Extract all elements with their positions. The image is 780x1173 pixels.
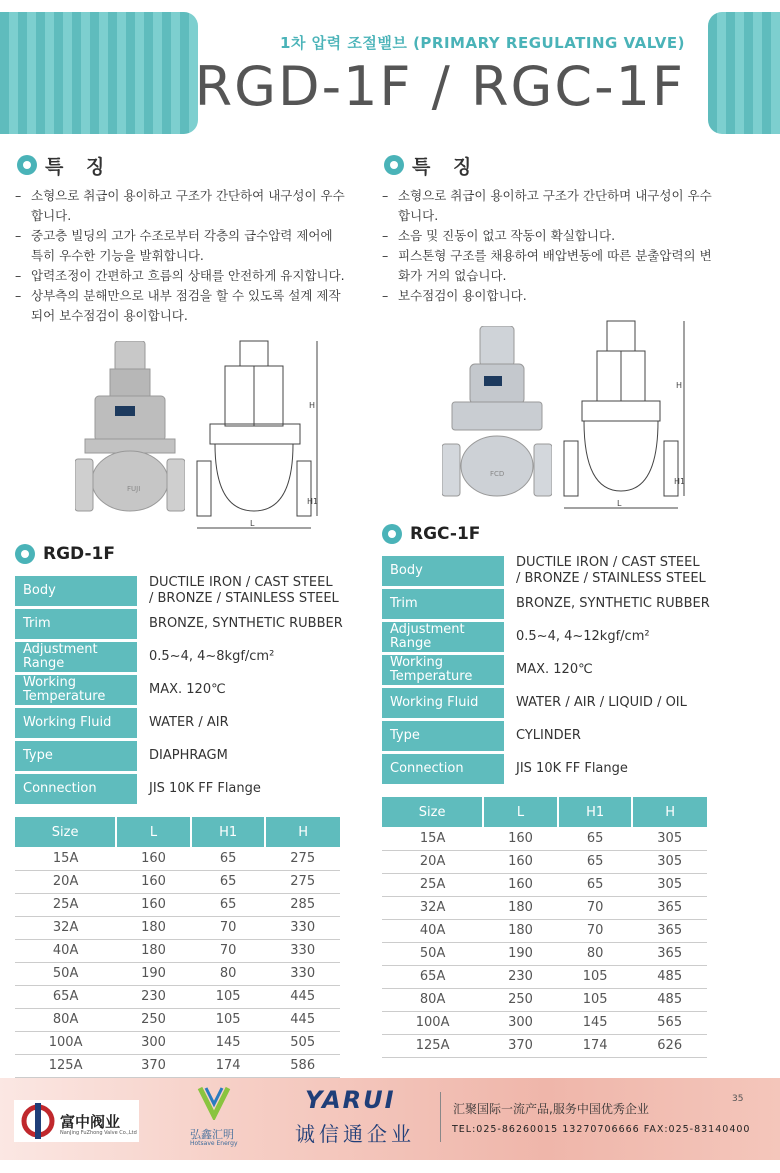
spec-row bbox=[15, 574, 345, 607]
table-cell: 70 bbox=[191, 939, 266, 962]
bullet-icon bbox=[17, 155, 37, 175]
spec-key: Connection bbox=[382, 754, 504, 784]
column-header: Size bbox=[15, 817, 116, 847]
table-row bbox=[15, 939, 340, 962]
column-header: Size bbox=[382, 797, 483, 827]
table-cell: 32A bbox=[382, 896, 483, 919]
spec-value: DUCTILE IRON / CAST STEEL / BRONZE / STAINLESS STEEL bbox=[516, 554, 706, 586]
table-cell: 330 bbox=[265, 916, 340, 939]
fuzhong-logo bbox=[14, 1100, 139, 1142]
table-cell: 15A bbox=[15, 847, 116, 870]
table-cell: 180 bbox=[483, 896, 558, 919]
header-stripe-left bbox=[0, 12, 198, 134]
table-cell: 145 bbox=[191, 1031, 266, 1054]
table-row bbox=[382, 942, 707, 965]
spec-row bbox=[15, 772, 345, 805]
spec-key: Body bbox=[15, 576, 137, 606]
table-cell: 285 bbox=[265, 893, 340, 916]
drawing-label-h1: H1 bbox=[307, 497, 319, 506]
spec-row bbox=[15, 640, 345, 673]
page-subtitle: 1차 압력 조절밸브 (PRIMARY REGULATING VALVE) bbox=[280, 34, 685, 52]
valve-photo bbox=[75, 341, 185, 521]
feature-item: – 압력조정이 간편하고 흐름의 상태를 안전하게 유지합니다. bbox=[15, 266, 345, 286]
spec-key: Working Fluid bbox=[382, 688, 504, 718]
drawing-label-l: L bbox=[617, 499, 622, 508]
model-name: RGC-1F bbox=[410, 524, 481, 544]
table-cell: 40A bbox=[382, 919, 483, 942]
table-cell: 50A bbox=[382, 942, 483, 965]
right-column bbox=[382, 150, 712, 1058]
drawing-label-h: H bbox=[309, 401, 316, 410]
table-cell: 32A bbox=[15, 916, 116, 939]
spec-row bbox=[382, 587, 712, 620]
table-header-row bbox=[15, 817, 340, 847]
table-cell: 230 bbox=[116, 985, 191, 1008]
spec-row bbox=[15, 673, 345, 706]
yarui-brand: YARUI bbox=[305, 1086, 396, 1114]
table-row bbox=[15, 1008, 340, 1031]
table-cell: 65A bbox=[382, 965, 483, 988]
spec-value: 0.5~4, 4~12kgf/cm² bbox=[516, 628, 650, 644]
table-cell: 305 bbox=[632, 850, 707, 873]
table-cell: 100A bbox=[15, 1031, 116, 1054]
model-name: RGD-1F bbox=[43, 544, 115, 564]
spec-row bbox=[382, 554, 712, 587]
features-heading bbox=[17, 150, 345, 180]
table-cell: 365 bbox=[632, 919, 707, 942]
spec-row bbox=[15, 706, 345, 739]
valve-drawing bbox=[562, 316, 692, 516]
spec-value: 0.5~4, 4~8kgf/cm² bbox=[149, 648, 275, 664]
spec-table bbox=[15, 574, 345, 805]
bullet-icon bbox=[15, 544, 35, 564]
feature-item: – 소형으로 취급이 용이하고 구조가 간단하여 내구성이 우수합니다. bbox=[15, 186, 345, 226]
table-cell: 445 bbox=[265, 985, 340, 1008]
spec-value: BRONZE, SYNTHETIC RUBBER bbox=[516, 595, 710, 611]
spec-value: CYLINDER bbox=[516, 727, 581, 743]
table-cell: 180 bbox=[116, 916, 191, 939]
drawing-label-h: H bbox=[676, 381, 683, 390]
company-name: 诚信通企业 bbox=[295, 1122, 415, 1146]
feature-item: – 상부측의 분해만으로 내부 점검을 할 수 있도록 설계 제작되어 보수점검이 용이합니다. bbox=[15, 286, 345, 326]
table-cell: 485 bbox=[632, 988, 707, 1011]
table-cell: 250 bbox=[116, 1008, 191, 1031]
table-cell: 105 bbox=[558, 988, 633, 1011]
spec-row bbox=[382, 620, 712, 653]
page-title: RGD-1F / RGC-1F bbox=[194, 55, 685, 118]
table-cell: 50A bbox=[15, 962, 116, 985]
bullet-icon bbox=[384, 155, 404, 175]
table-cell: 160 bbox=[483, 873, 558, 896]
table-cell: 305 bbox=[632, 827, 707, 850]
table-cell: 305 bbox=[632, 873, 707, 896]
fuzhong-logo-subtitle: NanJing FuZhong Valve Co.,Ltd bbox=[60, 1130, 137, 1136]
features-heading bbox=[384, 150, 712, 180]
table-cell: 160 bbox=[116, 847, 191, 870]
table-cell: 15A bbox=[382, 827, 483, 850]
table-cell: 145 bbox=[558, 1011, 633, 1034]
table-cell: 300 bbox=[116, 1031, 191, 1054]
table-cell: 80 bbox=[558, 942, 633, 965]
spec-key: Connection bbox=[15, 774, 137, 804]
spec-row bbox=[15, 607, 345, 640]
product-images bbox=[382, 336, 712, 516]
header-stripe-right bbox=[708, 12, 780, 134]
table-cell: 445 bbox=[265, 1008, 340, 1031]
table-cell: 250 bbox=[483, 988, 558, 1011]
table-cell: 330 bbox=[265, 962, 340, 985]
table-cell: 65 bbox=[191, 870, 266, 893]
drawing-label-h1: H1 bbox=[674, 477, 686, 486]
table-cell: 80A bbox=[382, 988, 483, 1011]
table-cell: 190 bbox=[116, 962, 191, 985]
table-cell: 370 bbox=[483, 1034, 558, 1057]
spec-value: BRONZE, SYNTHETIC RUBBER bbox=[149, 615, 343, 631]
table-row bbox=[382, 919, 707, 942]
table-cell: 160 bbox=[116, 893, 191, 916]
spec-row bbox=[382, 686, 712, 719]
spec-table bbox=[382, 554, 712, 785]
table-cell: 105 bbox=[191, 985, 266, 1008]
features-list bbox=[15, 186, 345, 326]
table-row bbox=[15, 962, 340, 985]
table-cell: 230 bbox=[483, 965, 558, 988]
table-row bbox=[382, 988, 707, 1011]
spec-key: Working Temperature bbox=[382, 655, 504, 685]
table-cell: 20A bbox=[382, 850, 483, 873]
spec-key: Trim bbox=[382, 589, 504, 619]
spec-row bbox=[382, 752, 712, 785]
column-header: H1 bbox=[191, 817, 266, 847]
spec-key: Type bbox=[382, 721, 504, 751]
table-cell: 370 bbox=[116, 1054, 191, 1077]
table-cell: 330 bbox=[265, 939, 340, 962]
spec-value: WATER / AIR bbox=[149, 714, 229, 730]
spec-row bbox=[382, 653, 712, 686]
footer-slogan: 汇聚国际一流产品,服务中国优秀企业 bbox=[453, 1102, 649, 1116]
footer-banner bbox=[0, 1078, 780, 1160]
table-row bbox=[15, 916, 340, 939]
table-cell: 365 bbox=[632, 942, 707, 965]
hotsave-logo-cn: 弘鑫汇明 bbox=[190, 1128, 234, 1141]
spec-row bbox=[382, 719, 712, 752]
features-list bbox=[382, 186, 712, 306]
photo-label: FUJI bbox=[127, 485, 141, 493]
table-row bbox=[382, 965, 707, 988]
table-cell: 105 bbox=[558, 965, 633, 988]
spec-value: DIAPHRAGM bbox=[149, 747, 228, 763]
table-row bbox=[382, 1011, 707, 1034]
spec-value: MAX. 120℃ bbox=[149, 681, 226, 697]
spec-key: Adjustment Range bbox=[382, 622, 504, 652]
table-cell: 65 bbox=[191, 893, 266, 916]
spec-key: Type bbox=[15, 741, 137, 771]
table-cell: 125A bbox=[15, 1054, 116, 1077]
table-cell: 70 bbox=[558, 896, 633, 919]
table-cell: 626 bbox=[632, 1034, 707, 1057]
table-cell: 70 bbox=[191, 916, 266, 939]
feature-item: – 피스톤형 구조를 채용하여 배압변동에 따른 분출압력의 변화가 거의 없습니다. bbox=[382, 246, 712, 286]
valve-drawing bbox=[195, 336, 325, 536]
model-heading bbox=[15, 540, 345, 568]
table-row bbox=[15, 893, 340, 916]
spec-key: Body bbox=[382, 556, 504, 586]
spec-value: JIS 10K FF Flange bbox=[149, 780, 261, 796]
table-row bbox=[382, 873, 707, 896]
drawing-label-l: L bbox=[250, 519, 255, 528]
feature-item: – 소형으로 취급이 용이하고 구조가 간단하며 내구성이 우수합니다. bbox=[382, 186, 712, 226]
table-cell: 20A bbox=[15, 870, 116, 893]
spec-value: DUCTILE IRON / CAST STEEL / BRONZE / STAINLESS STEEL bbox=[149, 574, 339, 606]
column-header: L bbox=[483, 797, 558, 827]
table-cell: 70 bbox=[558, 919, 633, 942]
table-cell: 40A bbox=[15, 939, 116, 962]
feature-item: – 보수점검이 용이합니다. bbox=[382, 286, 712, 306]
table-cell: 65 bbox=[558, 873, 633, 896]
table-cell: 25A bbox=[382, 873, 483, 896]
table-row bbox=[15, 985, 340, 1008]
table-cell: 80A bbox=[15, 1008, 116, 1031]
dimension-table bbox=[15, 817, 340, 1078]
fuzhong-logo-name: 富中阀业 bbox=[60, 1112, 121, 1131]
table-row bbox=[15, 870, 340, 893]
hotsave-logo-icon bbox=[196, 1084, 232, 1120]
photo-label: FCD bbox=[490, 470, 505, 478]
table-cell: 160 bbox=[483, 827, 558, 850]
table-cell: 505 bbox=[265, 1031, 340, 1054]
table-cell: 190 bbox=[483, 942, 558, 965]
table-cell: 160 bbox=[116, 870, 191, 893]
table-row bbox=[15, 847, 340, 870]
table-cell: 65 bbox=[558, 850, 633, 873]
table-cell: 365 bbox=[632, 896, 707, 919]
table-cell: 100A bbox=[382, 1011, 483, 1034]
left-column bbox=[15, 150, 345, 1078]
table-cell: 275 bbox=[265, 847, 340, 870]
fuzhong-logo-icon bbox=[18, 1101, 58, 1141]
bullet-icon bbox=[382, 524, 402, 544]
spec-key: Working Temperature bbox=[15, 675, 137, 705]
spec-key: Working Fluid bbox=[15, 708, 137, 738]
features-title: 특 징 bbox=[45, 155, 113, 178]
table-cell: 275 bbox=[265, 870, 340, 893]
table-row bbox=[15, 1054, 340, 1077]
table-body bbox=[15, 847, 340, 1077]
table-cell: 65 bbox=[191, 847, 266, 870]
footer-contact: TEL:025-86260015 13270706666 FAX:025-83140400 bbox=[452, 1124, 751, 1135]
dimension-table bbox=[382, 797, 707, 1058]
table-row bbox=[382, 850, 707, 873]
table-cell: 80 bbox=[191, 962, 266, 985]
spec-value: JIS 10K FF Flange bbox=[516, 760, 628, 776]
product-images bbox=[15, 336, 345, 536]
table-header-row bbox=[382, 797, 707, 827]
table-row bbox=[382, 896, 707, 919]
footer-divider bbox=[440, 1092, 441, 1142]
table-cell: 300 bbox=[483, 1011, 558, 1034]
table-cell: 65 bbox=[558, 827, 633, 850]
column-header: L bbox=[116, 817, 191, 847]
table-cell: 105 bbox=[191, 1008, 266, 1031]
column-header: H bbox=[632, 797, 707, 827]
table-cell: 180 bbox=[116, 939, 191, 962]
table-cell: 174 bbox=[191, 1054, 266, 1077]
spec-value: WATER / AIR / LIQUID / OIL bbox=[516, 694, 687, 710]
table-cell: 485 bbox=[632, 965, 707, 988]
table-cell: 125A bbox=[382, 1034, 483, 1057]
table-row bbox=[382, 827, 707, 850]
table-row bbox=[15, 1031, 340, 1054]
spec-value: MAX. 120℃ bbox=[516, 661, 593, 677]
table-body bbox=[382, 827, 707, 1057]
model-heading bbox=[382, 520, 712, 548]
table-cell: 25A bbox=[15, 893, 116, 916]
table-row bbox=[382, 1034, 707, 1057]
valve-photo bbox=[442, 326, 552, 506]
table-cell: 160 bbox=[483, 850, 558, 873]
spec-row bbox=[15, 739, 345, 772]
table-cell: 565 bbox=[632, 1011, 707, 1034]
spec-key: Trim bbox=[15, 609, 137, 639]
column-header: H bbox=[265, 817, 340, 847]
feature-item: – 소음 및 진동이 없고 작동이 확실합니다. bbox=[382, 226, 712, 246]
table-cell: 65A bbox=[15, 985, 116, 1008]
spec-key: Adjustment Range bbox=[15, 642, 137, 672]
page-number: 35 bbox=[732, 1094, 744, 1104]
feature-item: – 중고층 빌딩의 고가 수조로부터 각층의 급수압력 제어에 특히 우수한 기능을 발휘합니다. bbox=[15, 226, 345, 266]
features-title: 특 징 bbox=[412, 155, 480, 178]
table-cell: 174 bbox=[558, 1034, 633, 1057]
table-cell: 180 bbox=[483, 919, 558, 942]
column-header: H1 bbox=[558, 797, 633, 827]
hotsave-logo-en: Hotsave Energy bbox=[190, 1140, 238, 1147]
table-cell: 586 bbox=[265, 1054, 340, 1077]
